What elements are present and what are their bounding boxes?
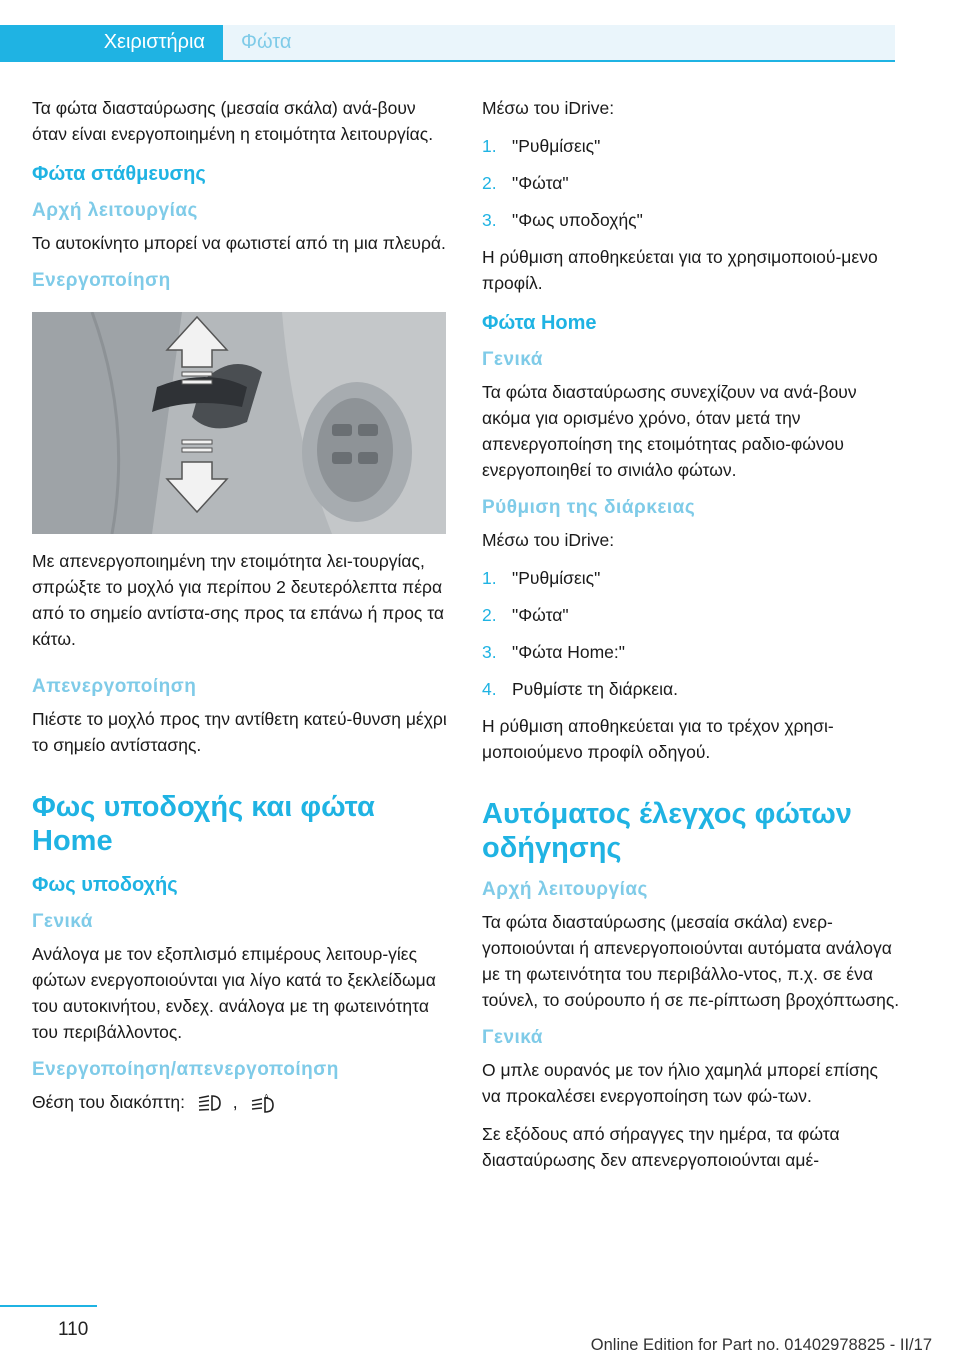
general-heading: Γενικά [32,911,93,932]
general-paragraph: Ανάλογα με τον εξοπλισμό επιμέρους λειτουρ-γίες φώτων ενεργοποιούνται για λίγο κατά το ξεκλείδωμα του αυτοκινήτου, ενδεχ. ανάλογα με τη φωτεινότητα του περιβάλλοντος. [32,944,436,1042]
principle-heading: Αρχή λειτουργίας [32,200,198,221]
idrive-label-1: Μέσω του iDrive: [482,98,615,118]
on-off-heading: Ενεργοποίηση/απενεργοποίηση [32,1059,339,1080]
welcome-home-heading: Φως υποδοχής και φώτα Home [32,791,375,857]
footer-rule [0,1305,97,1307]
low-beam-icon [196,1093,222,1113]
activation-paragraph: Με απενεργοποιημένη την ετοιμότητα λει-τουργίας, σπρώξτε το μοχλό για περίπου 2 δευτερόλεπτα πέρα από το σημείο αντίστα-σης προς τα επάνω ή προς τα κάτω. [32,551,445,649]
home-general-paragraph: Τα φώτα διασταύρωσης συνεχίζουν να ανά-βουν ακόμα για ορισμένο χρόνο, όταν μετά την απενεργοποίηση της ετοιμότητας ραδιο-φώνου ενεργοποιηθεί το σινιάλο φώτων. [482,382,857,480]
page-header [0,0,960,62]
blue-sky-paragraph: Ο μπλε ουρανός με τον ήλιο χαμηλά μπορεί επίσης να προκαλέσει ενεργοποίηση των φώ-των. [482,1060,878,1106]
edition-note: Online Edition for Part no. 01402978825 - II/17 [590,1336,932,1354]
header-rule [0,60,895,62]
lever-illustration [32,312,446,534]
intro-paragraph: Τα φώτα διασταύρωσης (μεσαία σκάλα) ανά-βουν όταν είναι ενεργοποιημένη η ετοιμότητα λειτουργίας. [32,98,434,144]
left-column [32,95,450,1127]
auto-headlight-heading: Αυτόματος έλεγχος φώτων οδήγησης [482,798,852,864]
right-column [482,95,900,1185]
list-item: 1. "Ρυθμίσεις" [482,568,601,588]
home-lights-heading: Φώτα Home [482,312,597,334]
duration-heading: Ρύθμιση της διάρκειας [482,497,696,518]
turn-signal-lever-photo [32,312,446,534]
auto-principle-paragraph: Τα φώτα διασταύρωσης (μεσαία σκάλα) ενερ-γοποιούνται ή απενεργοποιούνται αυτόματα ανάλογα με τη φωτεινότητα του περιβάλλο-ντος, π.χ. σε ένα τούνελ, το σούρουπο ή σε πε-ρίπτωση βροχόπτωσης. [482,912,900,1010]
list-item: 3. "Φώτα Home:" [482,642,625,662]
list-item: 4. Ρυθμίστε τη διάρκεια. [482,679,678,699]
tunnel-paragraph: Σε εξόδους από σήραγγες την ημέρα, τα φώτα διασταύρωσης δεν απενεργοποιούνται αμέ- [482,1124,840,1170]
switch-position-label: Θέση του διακόπτη: [32,1092,185,1112]
switch-separator: , [232,1092,238,1112]
saved-note-2: Η ρύθμιση αποθηκεύεται για το τρέχον χρησι-μοποιούμενο προφίλ οδηγού. [482,716,834,762]
deactivation-paragraph: Πιέστε το μοχλό προς την αντίθετη κατεύ-θυνση μέχρι το σημείο αντίστασης. [32,709,447,755]
parking-lights-heading: Φώτα στάθμευσης [32,163,206,185]
duration-steps [482,565,900,702]
list-item: 2. "Φώτα" [482,605,569,625]
list-item: 1. "Ρυθμίσεις" [482,136,601,156]
principle-paragraph: Το αυτοκίνητο μπορεί να φωτιστεί από τη μια πλευρά. [32,233,446,253]
general-heading: Γενικά [482,1027,543,1048]
activation-heading: Ενεργοποίηση [32,270,171,291]
section-tab: Χειριστήρια [0,25,223,60]
idrive-label-2: Μέσω του iDrive: [482,530,615,550]
deactivation-heading: Απενεργοποίηση [32,676,197,697]
saved-note-1: Η ρύθμιση αποθηκεύεται για το χρησιμοποιού-μενο προφίλ. [482,247,878,293]
welcome-steps [482,133,900,233]
principle-heading: Αρχή λειτουργίας [482,879,648,900]
auto-lights-icon [249,1093,275,1113]
list-item: 3. "Φως υποδοχής" [482,210,643,230]
topic-tab: Φώτα [223,25,895,60]
switch-position-line [32,1089,450,1115]
list-item: 2. "Φώτα" [482,173,569,193]
svg-text:A: A [263,1093,269,1102]
page-number: 110 [58,1319,89,1340]
welcome-light-heading: Φως υποδοχής [32,874,178,896]
general-heading: Γενικά [482,349,543,370]
